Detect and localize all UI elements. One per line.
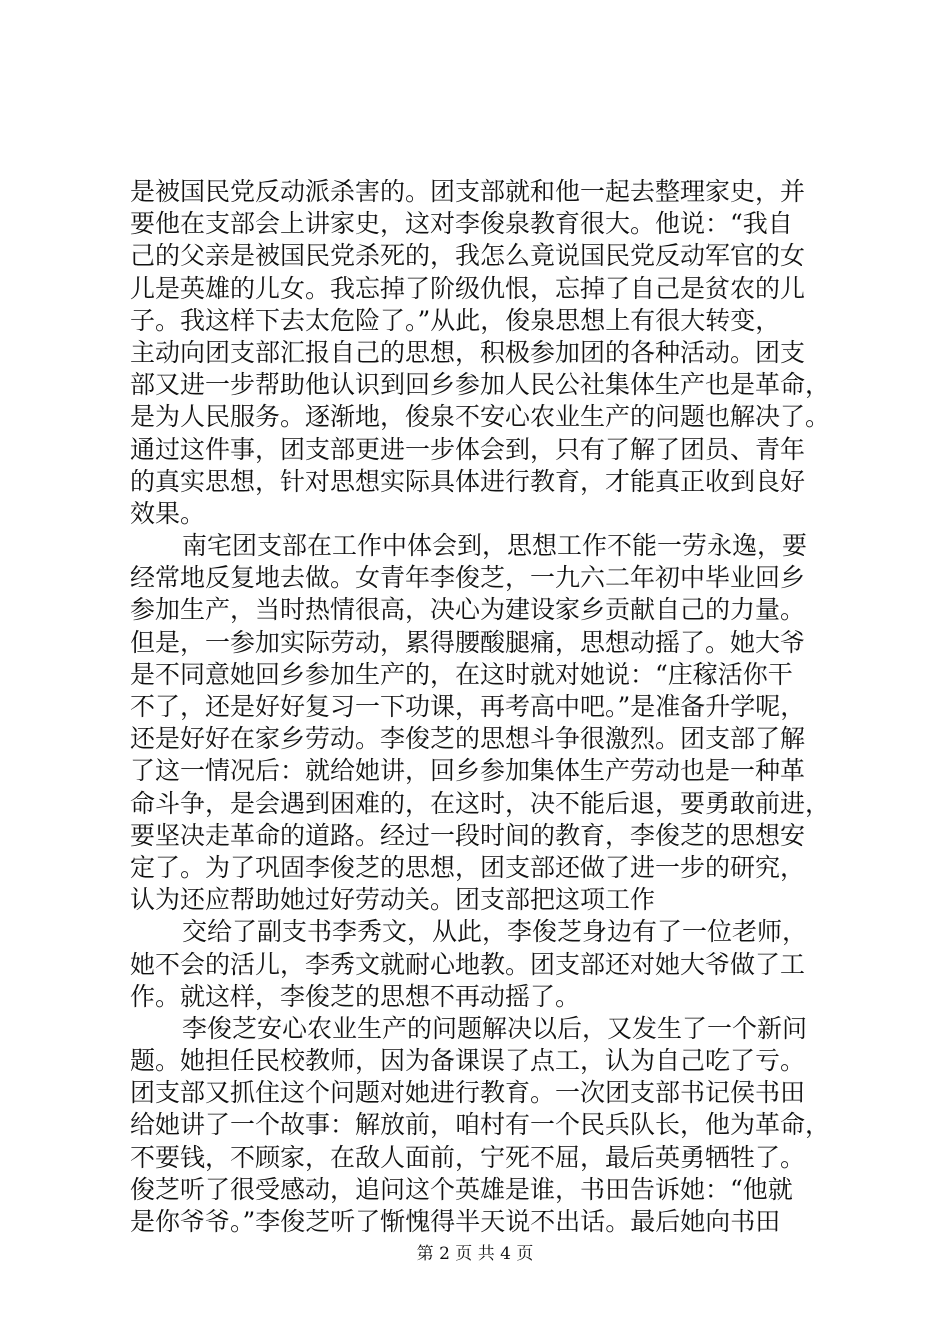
text-line: 认为还应帮助她过好劳动关。团支部把这项工作 xyxy=(130,885,656,915)
text-line: 是为人民服务。逐渐地，俊泉不安心农业生产的问题也解决了。 xyxy=(130,402,831,432)
text-line: 己的父亲是被国民党杀死的，我怎么竟说国民党反动军官的女 xyxy=(130,241,806,271)
text-line: 俊芝听了很受感动，追问这个英雄是谁，书田告诉她：“他就 xyxy=(130,1174,793,1204)
text-line: 子。我这样下去太危险了。”从此，俊泉思想上有很大转变， xyxy=(130,305,781,335)
text-line: 不要钱，不顾家，在敌人面前，宁死不屈，最后英勇牺牲了。 xyxy=(130,1142,806,1172)
text-line: 作。就这样，李俊芝的思想不再动摇了。 xyxy=(130,981,581,1011)
text-line: 交给了副支书李秀文，从此，李俊芝身边有了一位老师， xyxy=(182,917,808,947)
text-line: 给她讲了一个故事：解放前，咱村有一个民兵队长，他为革命， xyxy=(130,1110,831,1140)
text-line: 她不会的活儿，李秀文就耐心地教。团支部还对她大爷做了工 xyxy=(130,949,806,979)
text-line: 团支部又抓住这个问题对她进行教育。一次团支部书记侯书田 xyxy=(130,1078,806,1108)
body-text xyxy=(130,176,830,1238)
text-line: 是被国民党反动派杀害的。团支部就和他一起去整理家史，并 xyxy=(130,177,806,206)
text-line: 命斗争，是会遇到困难的，在这时，决不能后退，要勇敢前进， xyxy=(130,788,831,818)
text-line: 通过这件事，团支部更进一步体会到，只有了解了团员、青年 xyxy=(130,434,806,464)
text-line: 要坚决走革命的道路。经过一段时间的教育，李俊芝的思想安 xyxy=(130,820,806,850)
text-line: 效果。 xyxy=(130,498,206,528)
text-line: 李俊芝安心农业生产的问题解决以后，又发生了一个新问 xyxy=(182,1013,808,1043)
page-footer: 第 2 页 共 4 页 xyxy=(416,1244,534,1264)
text-line: 是不同意她回乡参加生产的，在这时就对她说：“庄稼活你干 xyxy=(130,659,793,689)
text-line: 但是，一参加实际劳动，累得腰酸腿痛，思想动摇了。她大爷 xyxy=(130,627,806,657)
text-line: 要他在支部会上讲家史，这对李俊泉教育很大。他说：“我自 xyxy=(130,209,793,239)
text-line: 了这一情况后：就给她讲，回乡参加集体生产劳动也是一种革 xyxy=(130,756,806,786)
text-line: 题。她担任民校教师，因为备课误了点工，认为自己吃了亏。 xyxy=(130,1046,806,1076)
text-line: 部又进一步帮助他认识到回乡参加人民公社集体生产也是革命， xyxy=(130,370,831,400)
text-line: 儿是英雄的儿女。我忘掉了阶级仇恨，忘掉了自己是贫农的儿 xyxy=(130,273,806,303)
text-line: 是你爷爷。”李俊芝听了惭愧得半天说不出话。最后她向书田 xyxy=(130,1207,781,1236)
text-line: 的真实思想，针对思想实际具体进行教育，才能真正收到良好 xyxy=(130,466,806,496)
text-line: 不了，还是好好复习一下功课，再考高中吧。”是准备升学呢， xyxy=(130,692,806,721)
text-line: 主动向团支部汇报自己的思想，积极参加团的各种活动。团支 xyxy=(130,337,806,367)
text-line: 南宅团支部在工作中体会到，思想工作不能一劳永逸，要 xyxy=(182,531,808,561)
text-line: 定了。为了巩固李俊芝的思想，团支部还做了进一步的研究， xyxy=(130,852,806,882)
text-line: 经常地反复地去做。女青年李俊芝，一九六二年初中毕业回乡 xyxy=(130,563,806,593)
text-line: 参加生产，当时热情很高，决心为建设家乡贡献自己的力量。 xyxy=(130,595,806,625)
text-line: 还是好好在家乡劳动。李俊芝的思想斗争很激烈。团支部了解 xyxy=(130,724,806,754)
